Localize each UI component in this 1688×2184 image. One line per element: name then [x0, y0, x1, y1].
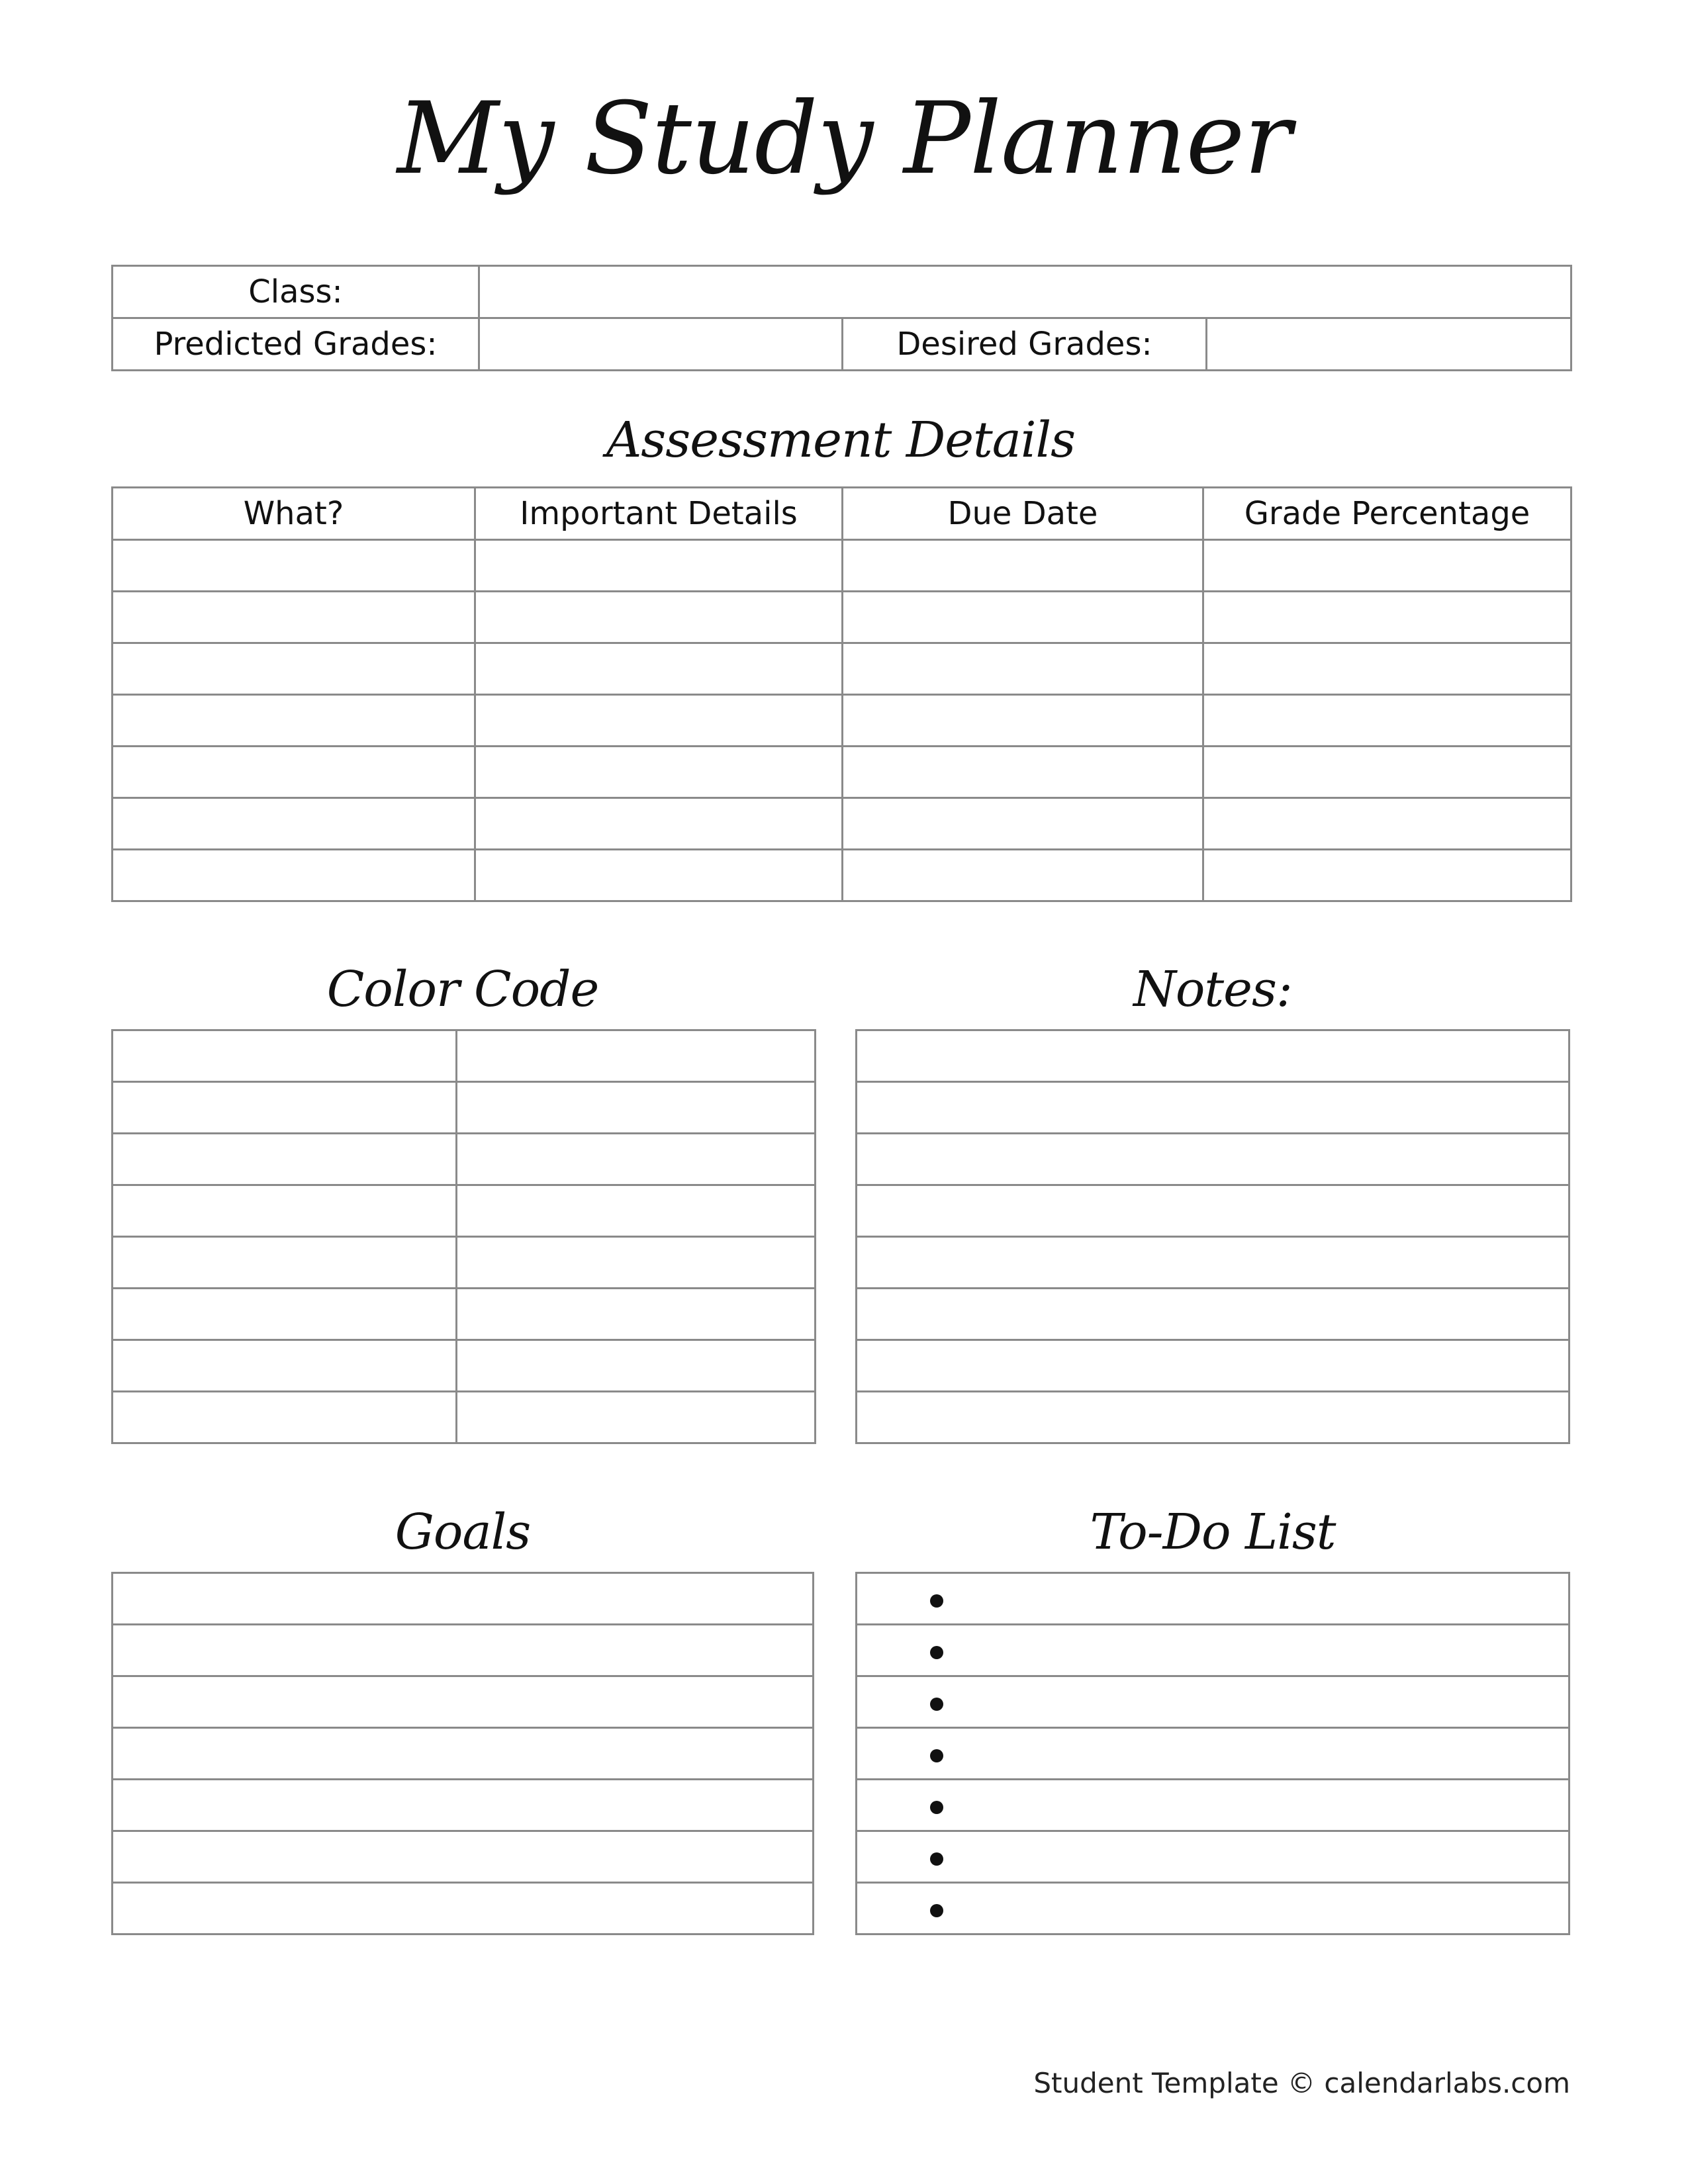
bullet-icon: [930, 1852, 943, 1866]
desired-grades-label: Desired Grades:: [843, 318, 1207, 371]
assessment-cell[interactable]: [1203, 592, 1571, 643]
assessment-cell[interactable]: [113, 643, 475, 695]
bullet-icon: [930, 1904, 943, 1917]
class-label: Class:: [113, 266, 479, 318]
list-item: [857, 1780, 1570, 1831]
table-row: [113, 1030, 816, 1082]
list-item: [857, 1573, 1570, 1625]
assessment-cell[interactable]: [113, 695, 475, 747]
assessment-cell[interactable]: [475, 643, 843, 695]
assessment-cell[interactable]: [475, 540, 843, 592]
footer-credit: Student Template © calendarlabs.com: [1033, 2067, 1570, 2099]
table-row: [113, 1728, 814, 1780]
assessment-cell[interactable]: [113, 592, 475, 643]
predicted-grades-label: Predicted Grades:: [113, 318, 479, 371]
goal-line[interactable]: [113, 1831, 814, 1883]
notes-line[interactable]: [857, 1082, 1570, 1134]
assessment-cell[interactable]: [113, 747, 475, 798]
color-code-cell[interactable]: [113, 1082, 457, 1134]
bullet-icon: [930, 1698, 943, 1711]
todo-list-body: [857, 1573, 1570, 1934]
assessment-cell[interactable]: [843, 850, 1203, 901]
assessment-body: [113, 540, 1571, 901]
table-row: [857, 1237, 1570, 1289]
assessment-cell[interactable]: [843, 747, 1203, 798]
table-row: [113, 1573, 814, 1625]
table-row: [113, 1082, 816, 1134]
assessment-cell[interactable]: [843, 798, 1203, 850]
predicted-grades-field[interactable]: [479, 318, 843, 371]
goal-line[interactable]: [113, 1780, 814, 1831]
assessment-cell[interactable]: [475, 592, 843, 643]
table-row: [113, 1392, 816, 1443]
assessment-cell[interactable]: [843, 695, 1203, 747]
color-code-table: [111, 1029, 816, 1444]
color-code-cell[interactable]: [113, 1134, 457, 1185]
notes-line[interactable]: [857, 1134, 1570, 1185]
goal-line[interactable]: [113, 1573, 814, 1625]
table-row: [113, 747, 1571, 798]
assessment-cell[interactable]: [475, 798, 843, 850]
table-row: [113, 643, 1571, 695]
color-code-cell[interactable]: [113, 1030, 457, 1082]
assessment-cell[interactable]: [113, 540, 475, 592]
table-row: [857, 1289, 1570, 1340]
assessment-cell[interactable]: [1203, 695, 1571, 747]
notes-table: [855, 1029, 1570, 1444]
todo-item[interactable]: [857, 1883, 1570, 1934]
assessment-cell[interactable]: [1203, 798, 1571, 850]
table-row: [113, 850, 1571, 901]
goal-line[interactable]: [113, 1883, 814, 1934]
table-row: [113, 695, 1571, 747]
column-header-what: What?: [113, 488, 475, 540]
table-row: [857, 1185, 1570, 1237]
goals-table: [111, 1572, 814, 1935]
desired-grades-field[interactable]: [1207, 318, 1571, 371]
assessment-cell[interactable]: [475, 747, 843, 798]
color-code-body: [113, 1030, 816, 1443]
table-row: [113, 1185, 816, 1237]
bullet-icon: [930, 1801, 943, 1814]
color-code-cell[interactable]: [457, 1134, 816, 1185]
table-row: [113, 1625, 814, 1676]
table-row: [113, 1831, 814, 1883]
color-code-cell[interactable]: [457, 1289, 816, 1340]
todo-item[interactable]: [857, 1728, 1570, 1780]
goal-line[interactable]: [113, 1625, 814, 1676]
list-item: [857, 1883, 1570, 1934]
class-info-table: [111, 265, 1572, 371]
table-row: [113, 1676, 814, 1728]
assessment-cell[interactable]: [843, 540, 1203, 592]
list-item: [857, 1625, 1570, 1676]
list-item: [857, 1676, 1570, 1728]
table-row: [113, 1289, 816, 1340]
assessment-cell[interactable]: [843, 592, 1203, 643]
assessment-details-table: [111, 486, 1572, 902]
table-row: [857, 1030, 1570, 1082]
assessment-cell[interactable]: [113, 850, 475, 901]
table-row: [857, 1134, 1570, 1185]
list-item: [857, 1831, 1570, 1883]
table-row: [113, 1134, 816, 1185]
assessment-cell[interactable]: [1203, 540, 1571, 592]
notes-line[interactable]: [857, 1340, 1570, 1392]
assessment-cell[interactable]: [475, 850, 843, 901]
todo-list-table: [855, 1572, 1570, 1935]
color-code-cell[interactable]: [457, 1030, 816, 1082]
bullet-icon: [930, 1594, 943, 1608]
color-code-cell[interactable]: [113, 1289, 457, 1340]
goal-line[interactable]: [113, 1728, 814, 1780]
color-code-cell[interactable]: [457, 1392, 816, 1443]
column-header-due-date: Due Date: [843, 488, 1203, 540]
table-row: [113, 592, 1571, 643]
notes-line[interactable]: [857, 1185, 1570, 1237]
notes-line[interactable]: [857, 1030, 1570, 1082]
assessment-cell[interactable]: [1203, 747, 1571, 798]
table-row: [857, 1340, 1570, 1392]
todo-list-heading: To-Do List: [1090, 1504, 1336, 1561]
color-code-cell[interactable]: [457, 1237, 816, 1289]
grades-row: [113, 318, 1571, 371]
assessment-cell[interactable]: [475, 695, 843, 747]
goals-body: [113, 1573, 814, 1934]
color-code-cell[interactable]: [457, 1340, 816, 1392]
table-row: [113, 1883, 814, 1934]
class-field[interactable]: [479, 266, 1571, 318]
goal-line[interactable]: [113, 1676, 814, 1728]
todo-item[interactable]: [857, 1625, 1570, 1676]
page-title: My Study Planner: [397, 81, 1291, 197]
table-row: [113, 798, 1571, 850]
table-row: [113, 540, 1571, 592]
bullet-icon: [930, 1646, 943, 1659]
notes-line[interactable]: [857, 1289, 1570, 1340]
table-row: [857, 1082, 1570, 1134]
bullet-icon: [930, 1749, 943, 1762]
table-row: [113, 1780, 814, 1831]
color-code-heading: Color Code: [326, 961, 599, 1018]
assessment-cell[interactable]: [1203, 643, 1571, 695]
assessment-cell[interactable]: [113, 798, 475, 850]
color-code-cell[interactable]: [113, 1392, 457, 1443]
table-row: [113, 1340, 816, 1392]
column-header-grade-percentage: Grade Percentage: [1203, 488, 1571, 540]
table-header-row: [113, 488, 1571, 540]
todo-item[interactable]: [857, 1573, 1570, 1625]
todo-item[interactable]: [857, 1676, 1570, 1728]
column-header-important-details: Important Details: [475, 488, 843, 540]
color-code-cell[interactable]: [457, 1185, 816, 1237]
assessment-details-heading: Assessment Details: [606, 412, 1076, 469]
todo-item[interactable]: [857, 1831, 1570, 1883]
color-code-cell[interactable]: [113, 1237, 457, 1289]
color-code-cell[interactable]: [113, 1340, 457, 1392]
table-row: [113, 1237, 816, 1289]
notes-line[interactable]: [857, 1392, 1570, 1443]
list-item: [857, 1728, 1570, 1780]
class-row: [113, 266, 1571, 318]
table-row: [857, 1392, 1570, 1443]
assessment-cell[interactable]: [843, 643, 1203, 695]
color-code-cell[interactable]: [457, 1082, 816, 1134]
goals-heading: Goals: [395, 1504, 531, 1561]
todo-item[interactable]: [857, 1780, 1570, 1831]
notes-body: [857, 1030, 1570, 1443]
notes-line[interactable]: [857, 1237, 1570, 1289]
notes-heading: Notes:: [1133, 961, 1292, 1018]
assessment-cell[interactable]: [1203, 850, 1571, 901]
color-code-cell[interactable]: [113, 1185, 457, 1237]
